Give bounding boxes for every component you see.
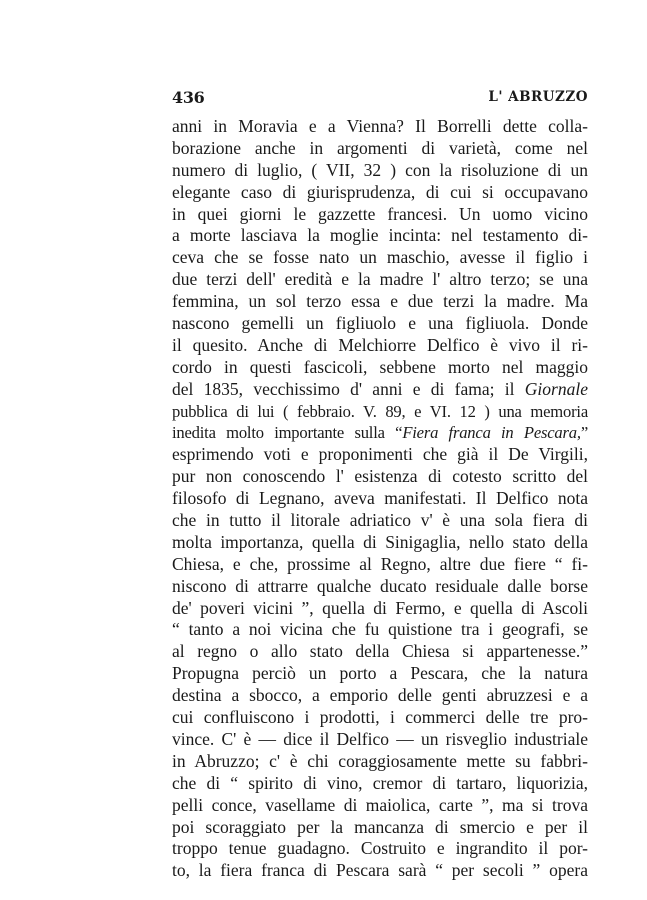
page-number: 436 (172, 88, 205, 107)
text-line (172, 422, 588, 444)
text-line: to, la fiera franca di Pescara sarà “ per secoli ” opera (172, 860, 588, 881)
text-line: nascono gemelli un figliuolo e una figliuola. Donde (172, 313, 588, 334)
text-line: numero di luglio, ( VII, 32 ) con la risoluzione di un (172, 159, 588, 180)
text-line: pelli conce, vasellame di maiolica, carte ”, ma si trova (172, 794, 588, 815)
text-line: che in tutto il litorale adriatico v' è una sola fiera di (172, 510, 588, 531)
text-line: che di “ spirito di vino, cremor di tartaro, liquorizia, (172, 772, 588, 793)
text-line: vince. C' è — dice il Delfico — un risveglio industriale (172, 728, 588, 749)
text-line: molta importanza, quella di Sinigaglia, nello stato della (172, 531, 588, 552)
text-line: anni in Moravia e a Vienna? Il Borrelli dette colla- (172, 116, 588, 136)
text-line: a morte lasciava la moglie incinta: nel testamento di- (172, 225, 588, 246)
text-line: il quesito. Anche di Melchiorre Delfico è vivo il ri- (172, 334, 588, 355)
text-line: al regno o allo stato della Chiesa si appartenesse.” (172, 641, 588, 662)
text-line: cui confluiscono i prodotti, i commerci delle tre pro- (172, 707, 588, 728)
text-line: “ tanto a noi vicina che fu quistione tra i geografi, se (172, 619, 588, 640)
italic-title: Fiera franca in Pescara, (402, 423, 581, 443)
text-line: ceva che se fosse nato un maschio, avesse il figlio i (172, 247, 588, 268)
running-head (172, 88, 588, 108)
text-line: pubblica di lui ( febbraio. V. 89, e VI. 12 ) una memoria (172, 401, 588, 421)
text-line: due terzi dell' eredità e la madre l' altro terzo; se una (172, 269, 588, 290)
text-line: de' poveri vicini ”, quella di Fermo, e quella di Ascoli (172, 597, 588, 618)
text-line: elegante caso di giurisprudenza, di cui si occupavano (172, 181, 588, 202)
text-segment: inedita molto importante sulla “ (172, 423, 403, 443)
text-line: borazione anche in argomenti di varietà, come nel (172, 137, 588, 158)
text-line: cordo in questi fascicoli, sebbene morto nel maggio (172, 356, 588, 377)
text-line: Propugna perciò un porto a Pescara, che la natura (172, 663, 588, 684)
text-line: filosofo di Legnano, aveva manifestati. Il Delfico nota (172, 488, 588, 509)
text-line: troppo tenue guadagno. Costruito e ingrandito il por- (172, 838, 588, 859)
text-segment: del 1835, vecchissimo d' anni e di fama; il (172, 378, 515, 399)
italic-title: Giornale (524, 378, 588, 399)
text-line: pur non conoscendo l' esistenza di cotesto scritto del (172, 466, 588, 487)
text-line: in quei giorni le gazzette francesi. Un uomo vicino (172, 203, 588, 224)
body-text (172, 116, 588, 882)
text-segment: ” (580, 423, 588, 443)
text-line (172, 379, 588, 401)
text-line: esprimendo voti e proponimenti che già il De Virgili, (172, 444, 588, 465)
text-line: femmina, un sol terzo essa e due terzi la madre. Ma (172, 291, 588, 312)
text-line: in Abruzzo; c' è chi coraggiosamente mette su fabbri- (172, 750, 588, 771)
text-line: destina a sbocco, a emporio delle genti abruzzesi e a (172, 685, 588, 706)
text-line: niscono di attrarre qualche ducato residuale dalle borse (172, 575, 588, 596)
text-line: poi scoraggiato per la mancanza di smercio e per il (172, 816, 588, 837)
text-line: Chiesa, e che, prossime al Regno, altre due fiere “ fi- (172, 553, 588, 574)
running-title: L' ABRUZZO (488, 89, 588, 105)
